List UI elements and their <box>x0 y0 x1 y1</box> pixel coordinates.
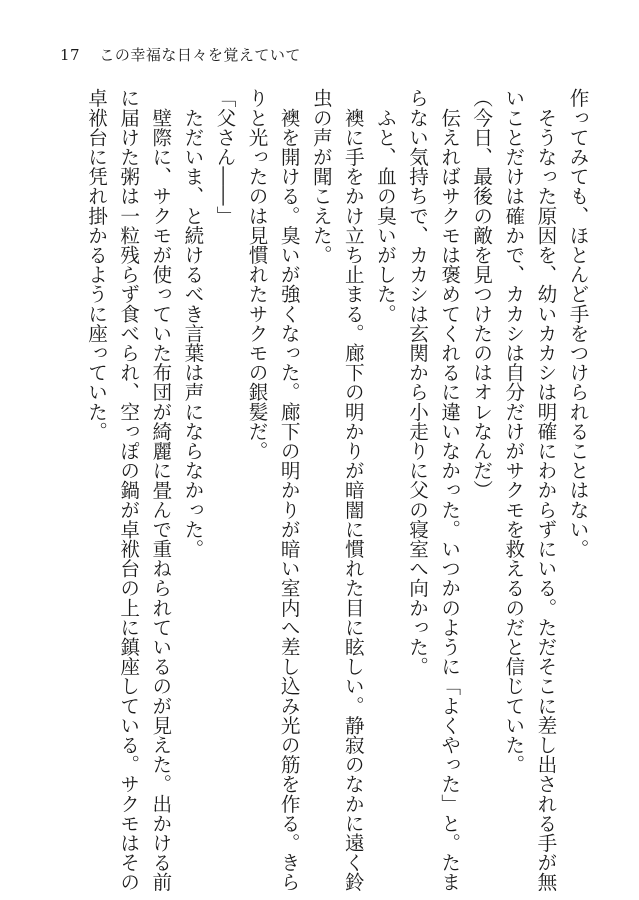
text-line: いことだけは確かで、カカシは自分だけがサクモを救えるのだと信じていた。 <box>501 88 525 774</box>
page-number: 17 <box>60 46 81 64</box>
running-header <box>60 44 301 65</box>
text-line: 壁際に、サクモが使っていた布団が綺麗に畳んで重ねられているのが見えた。出かける前 <box>148 88 172 892</box>
text-line: ただいま、と続けるべき言葉は声にならなかった。 <box>180 88 204 559</box>
text-line: 「父さん――」 <box>212 88 236 226</box>
text-line: に届けた粥は一粒残らず食べられ、空っぽの鍋が卓袱台の上に鎮座している。サクモはその <box>116 88 140 892</box>
text-line: 作ってみても、ほとんど手をつけられることはない。 <box>566 88 589 559</box>
text-line: そうなった原因を、幼いカカシは明確にわからずにいる。ただそこに差し出される手が無 <box>533 88 557 892</box>
text-line: （今日、最後の敵を見つけたのはオレなんだ） <box>469 88 493 500</box>
text-line: りと光ったのは見慣れたサクモの銀髪だ。 <box>245 88 269 461</box>
chapter-title: この幸福な日々を覚えていて <box>99 46 301 64</box>
body-text <box>80 88 594 892</box>
text-line: らない気持ちで、カカシは玄関から小走りに父の寝室へ向かった。 <box>405 88 429 676</box>
text-line: 卓袱台に凭れ掛かるように座っていた。 <box>84 88 108 441</box>
text-line: 襖に手をかけ立ち止まる。廊下の明かりが暗闇に慣れた目に眩しい。静寂のなかに遠く鈴 <box>341 88 365 892</box>
text-line: 虫の声が聞こえた。 <box>309 88 333 265</box>
text-line: 伝えればサクモは褒めてくれるに違いなかった。いつかのように「よくやった」と。たま <box>437 88 461 892</box>
text-line: ふと、血の臭いがした。 <box>373 88 397 324</box>
text-line: 襖を開ける。臭いが強くなった。廊下の明かりが暗い室内へ差し込み光の筋を作る。きら <box>277 88 301 892</box>
